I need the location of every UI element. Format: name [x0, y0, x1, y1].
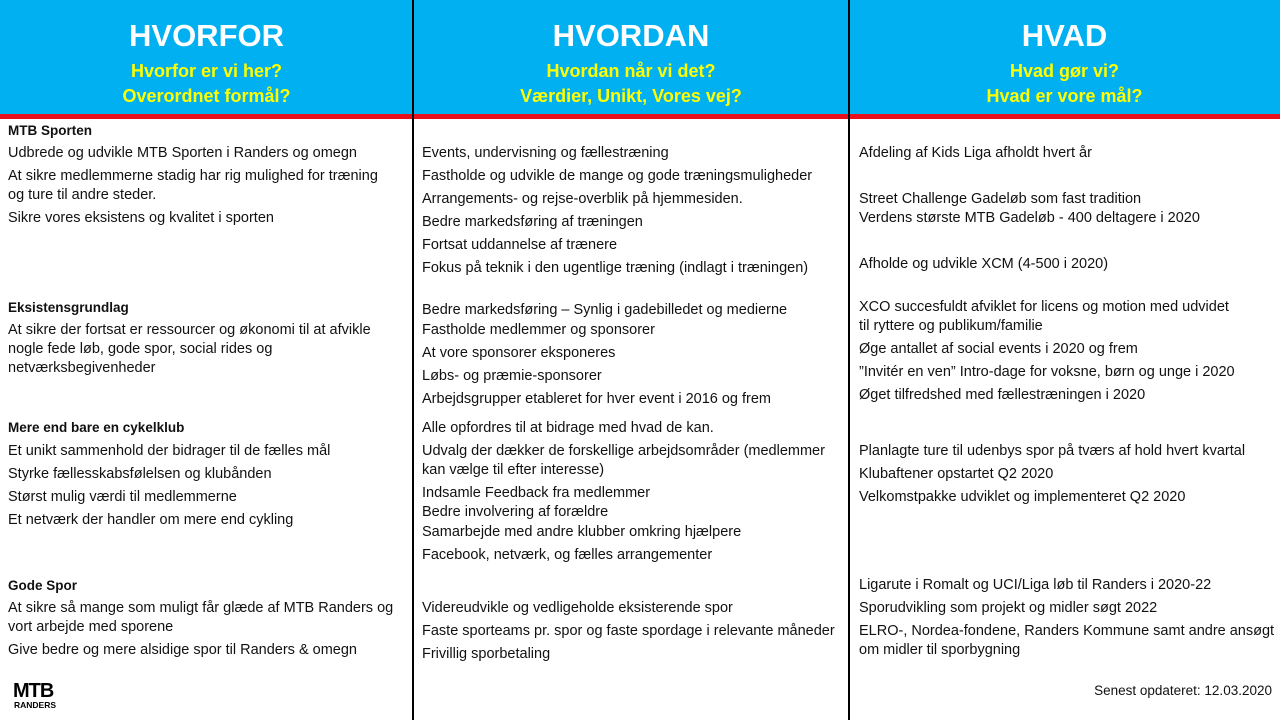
text-line: XCO succesfuldt afviklet for licens og motion med udvidet [859, 299, 1229, 315]
text-line: Sporudvikling som projekt og midler søgt 2022 [859, 600, 1158, 616]
text-line: Afholde og udvikle XCM (4-500 i 2020) [859, 256, 1109, 272]
text-line: Give bedre og mere alsidige spor til Randers & omegn [8, 642, 357, 658]
header-hvorfor [0, 0, 413, 114]
text-line: Ligarute i Romalt og UCI/Liga løb til Randers i 2020-22 [859, 577, 1212, 593]
text-line: Fokus på teknik i den ugentlige træning (indlagt i træningen) [422, 260, 809, 276]
header-sub2-hvordan: Værdier, Unikt, Vores vej? [520, 86, 742, 106]
text-line: Størst mulig værdi til medlemmerne [8, 489, 237, 505]
text-line: Verdens største MTB Gadeløb - 400 deltagere i 2020 [859, 210, 1200, 226]
header-title-hvorfor: HVORFOR [129, 18, 284, 53]
header-sub2-hvad: Hvad er vore mål? [986, 86, 1143, 106]
text-line: vort arbejde med sporene [8, 619, 174, 635]
text-line: netværksbegivenheder [8, 360, 156, 376]
text-line: Sikre vores eksistens og kvalitet i sporten [8, 210, 274, 226]
text-line: ”Invitér en ven” Intro-dage for voksne, børn og unge i 2020 [859, 364, 1235, 380]
header-title-hvad: HVAD [1021, 18, 1108, 53]
section-heading-mere-end-bare: Mere end bare en cykelklub [8, 420, 185, 435]
text-line: nogle fede løb, gode spor, social rides og [8, 341, 273, 357]
text-line: Fastholde medlemmer og sponsorer [422, 322, 655, 338]
text-line: At sikre medlemmerne stadig har rig mulighed for træning [8, 168, 378, 184]
text-line: At sikre der fortsat er ressourcer og økonomi til at afvikle [8, 322, 371, 338]
text-line: Øget tilfredshed med fællestræningen i 2020 [859, 387, 1146, 403]
mtb-randers-logo [13, 678, 63, 710]
logo-text-mtb: MTB [13, 680, 54, 702]
text-line: Arrangements- og rejse-overblik på hjemmesiden. [422, 191, 743, 207]
text-line: Faste sporteams pr. spor og faste spordage i relevante måneder [422, 623, 835, 639]
text-line: Bedre involvering af forældre [422, 504, 609, 520]
text-line: Samarbejde med andre klubber omkring hjælpere [422, 524, 742, 540]
header-hvad [849, 0, 1280, 114]
text-line: til ryttere og publikum/familie [859, 318, 1043, 334]
header-sub1-hvordan: Hvordan når vi det? [546, 61, 716, 81]
text-line: Øge antallet af social events i 2020 og frem [859, 341, 1138, 357]
last-updated: Senest opdateret: 12.03.2020 [1094, 683, 1272, 698]
header-hvordan [413, 0, 849, 114]
text-line: Alle opfordres til at bidrage med hvad de kan. [422, 420, 714, 436]
text-line: Udbrede og udvikle MTB Sporten i Randers og omegn [8, 145, 357, 161]
section-heading-mtb-sporten: MTB Sporten [8, 123, 92, 138]
text-line: Løbs- og præmie-sponsorer [422, 368, 602, 384]
mtb-randers-logo-icon [13, 678, 63, 710]
text-line: Arbejdsgrupper etableret for hver event i 2016 og frem [422, 391, 772, 407]
text-line: Facebook, netværk, og fælles arrangementer [422, 547, 713, 563]
text-line: At sikre så mange som muligt får glæde af MTB Randers og [8, 600, 394, 616]
text-line: Fastholde og udvikle de mange og gode træningsmuligheder [422, 168, 813, 184]
text-line: Street Challenge Gadeløb som fast tradition [859, 191, 1142, 207]
text-line: Et netværk der handler om mere end cykling [8, 512, 294, 528]
text-line: ELRO-, Nordea-fondene, Randers Kommune samt andre ansøgt [859, 623, 1275, 639]
text-line: Bedre markedsføring – Synlig i gadebilledet og medierne [422, 302, 788, 318]
text-line: Events, undervisning og fællestræning [422, 145, 669, 161]
text-line: Bedre markedsføring af træningen [422, 214, 643, 230]
text-line: Planlagte ture til udenbys spor på tværs af hold hvert kvartal [859, 443, 1246, 459]
header-sub1-hvad: Hvad gør vi? [1009, 61, 1120, 81]
text-line: Afdeling af Kids Liga afholdt hvert år [859, 145, 1092, 161]
text-line: Styrke fællesskabsfølelsen og klubånden [8, 466, 272, 482]
text-line: Klubaftener opstartet Q2 2020 [859, 466, 1054, 482]
header-title-hvordan: HVORDAN [552, 18, 710, 53]
text-line: Udvalg der dækker de forskellige arbejdsområder (medlemmer [422, 443, 825, 459]
column-divider-left [412, 0, 414, 720]
text-line: Indsamle Feedback fra medlemmer [422, 485, 651, 501]
header-sub2-hvorfor: Overordnet formål? [122, 86, 291, 106]
section-heading-eksistensgrundlag: Eksistensgrundlag [8, 300, 129, 315]
text-line: Frivillig sporbetaling [422, 646, 551, 662]
column-divider-right [848, 0, 850, 720]
text-line: Velkomstpakke udviklet og implementeret Q2 2020 [859, 489, 1186, 505]
text-line: Videreudvikle og vedligeholde eksisterende spor [422, 600, 733, 616]
text-line: Fortsat uddannelse af trænere [422, 237, 618, 253]
text-line: Et unikt sammenhold der bidrager til de fælles mål [8, 443, 331, 459]
header-sub1-hvorfor: Hvorfor er vi her? [130, 61, 283, 81]
logo-text-randers: RANDERS [14, 700, 57, 710]
text-line: kan vælge til efter interesse) [422, 462, 605, 478]
text-line: om midler til sporbygning [859, 642, 1021, 658]
text-line: og ture til andre steder. [8, 187, 157, 203]
text-line: At vore sponsorer eksponeres [422, 345, 616, 361]
header-divider [0, 114, 1280, 119]
section-heading-gode-spor: Gode Spor [8, 578, 78, 593]
